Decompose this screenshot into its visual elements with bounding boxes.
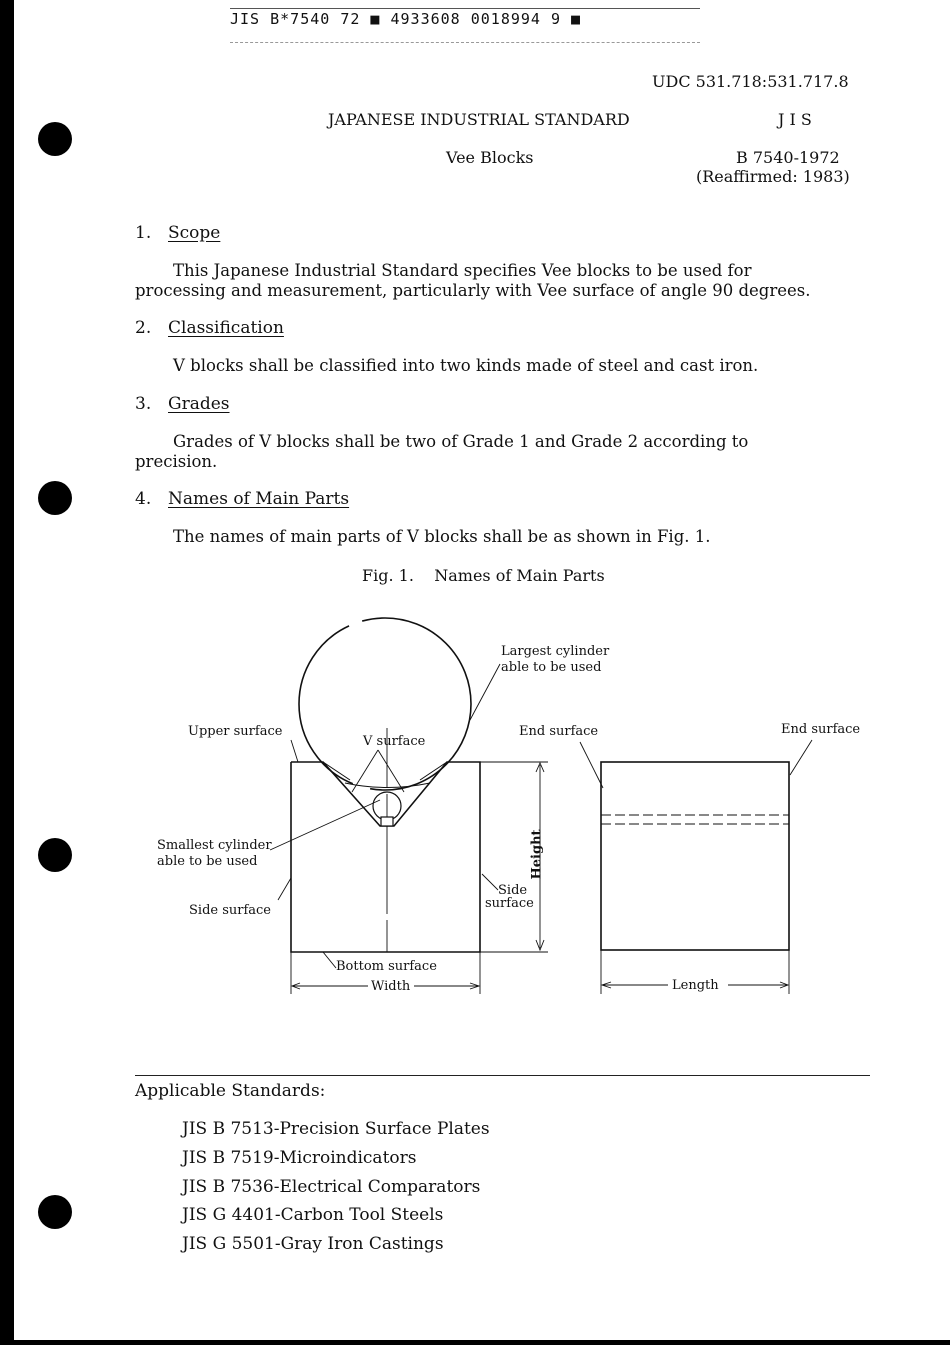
section-text: Grades of V blocks shall be two of Grade 1 and Grade 2 according to	[173, 432, 749, 451]
label-end-surface: End surface	[519, 724, 599, 739]
section-text: V blocks shall be classified into two kinds made of steel and cast iron.	[173, 356, 759, 375]
udc-code: UDC 531.718:531.717.8	[652, 72, 849, 91]
reaffirmed: (Reaffirmed: 1983)	[696, 167, 850, 186]
section-text: processing and measurement, particularly with Vee surface of angle 90 degrees.	[135, 281, 811, 300]
label-height: Height	[529, 829, 545, 880]
section-text: This Japanese Industrial Standard specifies Vee blocks to be used for	[173, 261, 752, 280]
section-text: The names of main parts of V blocks shall be as shown in Fig. 1.	[173, 527, 711, 546]
separator-rule	[135, 1075, 870, 1076]
section-number: 2.	[135, 318, 152, 338]
label-upper-surface: Upper surface	[188, 724, 283, 739]
label-side-surface: Side	[498, 883, 528, 898]
section-number: 1.	[135, 223, 152, 243]
applicable-standard: JIS B 7519-Microindicators	[182, 1148, 417, 1168]
label-side-surface: Side surface	[189, 903, 272, 918]
doc-number: B 7540-1972	[736, 148, 840, 167]
section-heading: Grades	[168, 394, 230, 414]
section-heading: Scope	[168, 223, 221, 243]
label-v-surface: V surface	[363, 734, 426, 749]
section-number: 3.	[135, 394, 152, 414]
section-heading: Classification	[168, 318, 284, 338]
jis-mark: J I S	[778, 110, 812, 129]
label-side-surface: surface	[485, 896, 534, 911]
applicable-standard: JIS G 4401-Carbon Tool Steels	[182, 1205, 444, 1225]
section-number: 4.	[135, 489, 152, 509]
side-view-block	[601, 762, 789, 950]
figure-caption: Fig. 1. Names of Main Parts	[362, 566, 605, 585]
catalog-line: JIS B*7540 72 ■ 4933608 0018994 9 ■	[230, 10, 582, 28]
label-smallest-cylinder: able to be used	[157, 854, 258, 869]
doc-title: Vee Blocks	[446, 148, 534, 167]
label-length: Length	[672, 978, 719, 993]
section-text: precision.	[135, 452, 218, 471]
label-width: Width	[371, 979, 411, 994]
applicable-standard: JIS G 5501-Gray Iron Castings	[182, 1234, 444, 1254]
applicable-standard: JIS B 7536-Electrical Comparators	[182, 1177, 481, 1197]
applicable-standard: JIS B 7513-Precision Surface Plates	[182, 1119, 490, 1139]
section-heading: Names of Main Parts	[168, 489, 350, 509]
applicable-heading: Applicable Standards:	[135, 1081, 326, 1101]
label-largest-cylinder: Largest cylinder	[501, 644, 610, 659]
standard-org: JAPANESE INDUSTRIAL STANDARD	[328, 110, 630, 129]
label-smallest-cylinder: Smallest cylinder	[157, 838, 272, 853]
label-bottom-surface: Bottom surface	[336, 959, 437, 974]
label-largest-cylinder: able to be used	[501, 660, 602, 675]
label-end-surface: End surface	[781, 722, 861, 737]
